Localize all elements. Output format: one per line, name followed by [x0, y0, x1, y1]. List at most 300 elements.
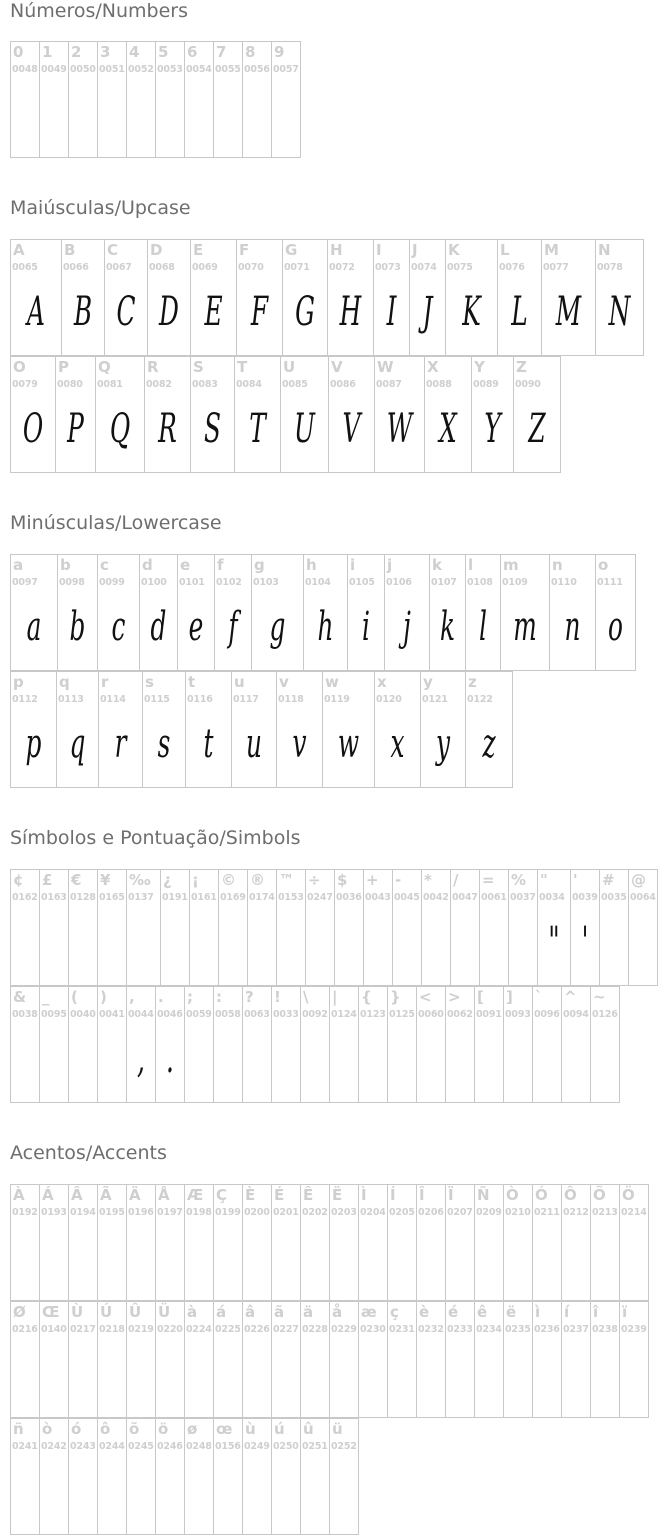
glyph-code-label: 0103 — [253, 577, 279, 588]
glyph-sample — [103, 84, 120, 144]
glyph-character-label: r — [101, 673, 109, 691]
glyph-cell — [40, 1302, 69, 1417]
glyph-sample — [277, 1029, 294, 1089]
glyph-sample — [190, 1227, 207, 1287]
glyph-sample — [103, 1227, 120, 1287]
glyph-character-label: d — [142, 556, 153, 574]
glyph-sample — [480, 1227, 497, 1287]
glyph-sample: h — [317, 604, 334, 650]
glyph-code-label: 0042 — [423, 892, 449, 903]
glyph-character-label: p — [13, 673, 24, 691]
glyph-character-label: > — [448, 988, 461, 1006]
glyph-code-label: 0205 — [389, 1207, 415, 1218]
glyph-character-label: } — [390, 988, 401, 1006]
glyph-code-label: 0248 — [186, 1441, 212, 1452]
glyph-row — [10, 41, 301, 158]
glyph-sample: e — [188, 604, 204, 650]
glyph-cell — [98, 870, 127, 985]
glyph-cell — [421, 672, 466, 787]
glyph-character-label: Î — [419, 1186, 425, 1204]
glyph-sample — [248, 1227, 265, 1287]
glyph-cell — [185, 42, 214, 157]
glyph-character-label: œ — [216, 1420, 233, 1438]
glyph-character-label: x — [377, 673, 387, 691]
glyph-cell — [328, 240, 374, 355]
glyph-code-label: 0207 — [447, 1207, 473, 1218]
glyph-cell — [533, 987, 562, 1102]
glyph-code-label: 0227 — [273, 1324, 299, 1335]
glyph-character-label: Ö — [622, 1186, 635, 1204]
glyph-cell — [472, 357, 514, 472]
glyph-character-label: G — [285, 241, 298, 259]
glyph-character-label: O — [13, 358, 26, 376]
glyph-code-label: 0110 — [551, 577, 577, 588]
glyph-character-label: Ì — [361, 1186, 367, 1204]
glyph-character-label: € — [71, 871, 82, 889]
glyph-sample: i — [362, 604, 370, 650]
glyph-character-label: É — [274, 1186, 285, 1204]
glyph-cell — [143, 672, 186, 787]
glyph-sample — [364, 1227, 381, 1287]
glyph-character-label: ; — [187, 988, 193, 1006]
glyph-cell — [69, 870, 98, 985]
glyph-character-label: â — [245, 1303, 256, 1321]
glyph-sample: r — [114, 721, 127, 767]
glyph-sample — [248, 1029, 265, 1089]
glyph-character-label: @ — [631, 871, 646, 889]
glyph-sample — [16, 912, 33, 972]
glyph-cell — [148, 240, 191, 355]
glyph-sample — [393, 1029, 410, 1089]
glyph-character-label: q — [59, 673, 70, 691]
glyph-sample — [427, 912, 444, 972]
glyph-cell — [191, 357, 235, 472]
glyph-character-label: ) — [100, 988, 107, 1006]
glyph-character-label: X — [427, 358, 439, 376]
glyph-sample: v — [292, 721, 307, 767]
glyph-cell — [620, 1185, 649, 1300]
glyph-cell — [359, 987, 388, 1102]
glyph-character-label: L — [500, 241, 510, 259]
glyph-sample — [393, 1227, 410, 1287]
glyph-character-label: £ — [42, 871, 53, 889]
glyph-row — [10, 554, 636, 671]
glyph-cell — [11, 1419, 40, 1534]
glyph-sample: c — [111, 604, 126, 650]
glyph-code-label: 0209 — [476, 1207, 502, 1218]
glyph-sample: S — [204, 406, 221, 452]
glyph-code-label: 0062 — [447, 1009, 473, 1020]
glyph-code-label: 0128 — [70, 892, 96, 903]
glyph-code-label: 0125 — [389, 1009, 415, 1020]
glyph-character-label: z — [468, 673, 477, 691]
glyph-code-label: 0060 — [418, 1009, 444, 1020]
glyph-sample — [219, 1227, 236, 1287]
glyph-code-label: 0105 — [349, 577, 375, 588]
glyph-cell — [330, 1185, 359, 1300]
glyph-cell — [393, 870, 422, 985]
glyph-code-label: 0074 — [411, 262, 437, 273]
glyph-sample — [190, 1461, 207, 1521]
glyph-sample — [277, 84, 294, 144]
glyph-cell — [185, 1185, 214, 1300]
glyph-row — [10, 1184, 649, 1301]
glyph-character-label: % — [511, 871, 527, 889]
glyph-cell — [430, 555, 466, 670]
glyph-code-label: 0049 — [41, 64, 67, 75]
glyph-cell — [11, 555, 58, 670]
glyph-character-label: C — [107, 241, 119, 259]
glyph-character-label: Q — [98, 358, 111, 376]
glyph-character-label: Ä — [129, 1186, 141, 1204]
glyph-character-label: ¢ — [13, 871, 24, 889]
glyph-character-label: R — [147, 358, 159, 376]
glyph-sample: u — [246, 721, 262, 767]
glyph-cell — [480, 870, 509, 985]
glyph-code-label: 0218 — [99, 1324, 125, 1335]
glyph-code-label: 0084 — [236, 379, 262, 390]
glyph-code-label: 0104 — [305, 577, 331, 588]
glyph-sample: G — [295, 289, 315, 335]
glyph-character-label: Å — [158, 1186, 170, 1204]
glyph-character-label: ê — [477, 1303, 488, 1321]
glyph-character-label: ! — [274, 988, 281, 1006]
glyph-code-label: 0114 — [100, 694, 126, 705]
glyph-sample: j — [403, 604, 411, 650]
glyph-cell — [466, 555, 501, 670]
glyph-code-label: 0196 — [128, 1207, 154, 1218]
glyph-code-label: 0055 — [215, 64, 241, 75]
glyph-code-label: 0214 — [621, 1207, 647, 1218]
glyph-character-label: + — [366, 871, 379, 889]
glyph-character-label: Œ — [42, 1303, 60, 1321]
glyph-sample — [596, 1344, 613, 1404]
glyph-cell — [475, 987, 504, 1102]
glyph-code-label: 0245 — [128, 1441, 154, 1452]
glyph-cell — [237, 240, 283, 355]
glyph-character-label: Ü — [158, 1303, 171, 1321]
glyph-code-label: 0052 — [128, 64, 154, 75]
glyph-cell — [105, 240, 148, 355]
glyph-cell — [425, 357, 472, 472]
glyph-code-label: 0116 — [187, 694, 213, 705]
glyph-character-label: ø — [187, 1420, 198, 1438]
glyph-character-label: à — [187, 1303, 198, 1321]
glyph-character-label: ¥ — [100, 871, 111, 889]
glyph-sample — [480, 1029, 497, 1089]
glyph-sample — [74, 1344, 91, 1404]
glyph-sample: V — [342, 406, 361, 452]
glyph-sample — [219, 84, 236, 144]
glyph-cell — [533, 1185, 562, 1300]
glyph-sample — [45, 1344, 62, 1404]
glyph-character-label: ‰ — [129, 871, 151, 889]
glyph-cell — [96, 357, 145, 472]
glyph-character-label: , — [129, 988, 135, 1006]
glyph-cell — [11, 357, 56, 472]
glyph-sample — [422, 1029, 439, 1089]
glyph-character-label: Ë — [332, 1186, 343, 1204]
glyph-code-label: 0053 — [157, 64, 183, 75]
glyph-cell — [69, 1419, 98, 1534]
glyph-sample — [248, 1461, 265, 1521]
glyph-sample — [132, 1461, 149, 1521]
glyph-character-label: Ú — [100, 1303, 113, 1321]
glyph-character-label: 9 — [274, 43, 285, 61]
glyph-code-label: 0239 — [621, 1324, 647, 1335]
glyph-sample: w — [337, 721, 360, 767]
glyph-cell — [542, 240, 596, 355]
glyph-character-label: T — [237, 358, 248, 376]
glyph-code-label: 0201 — [273, 1207, 299, 1218]
glyph-sample: J — [422, 289, 433, 335]
glyph-code-label: 0213 — [592, 1207, 618, 1218]
glyph-cell — [235, 357, 281, 472]
glyph-code-label: 0107 — [431, 577, 457, 588]
glyph-code-label: 0232 — [418, 1324, 444, 1335]
glyph-sample — [219, 1344, 236, 1404]
glyph-cell — [243, 42, 272, 157]
glyph-character-label: N — [598, 241, 611, 259]
glyph-character-label: a — [13, 556, 24, 574]
glyph-code-label: 0086 — [330, 379, 356, 390]
glyph-sample — [16, 84, 33, 144]
glyph-cell — [156, 987, 185, 1102]
glyph-code-label: 0041 — [99, 1009, 125, 1020]
glyph-sample: X — [439, 406, 457, 452]
glyph-character-label: 5 — [158, 43, 169, 61]
glyph-code-label: 0059 — [186, 1009, 212, 1020]
glyph-character-label: î — [593, 1303, 599, 1321]
glyph-code-label: 0063 — [244, 1009, 270, 1020]
glyph-code-label: 0202 — [302, 1207, 328, 1218]
glyph-cell — [388, 987, 417, 1102]
glyph-cell — [446, 1185, 475, 1300]
glyph-code-label: 0069 — [192, 262, 218, 273]
glyph-sample: . — [166, 1036, 174, 1082]
glyph-code-label: 0070 — [238, 262, 264, 273]
glyph-sample — [103, 912, 120, 972]
glyph-code-label: 0199 — [215, 1207, 241, 1218]
glyph-character-label: ö — [158, 1420, 169, 1438]
glyph-cell — [475, 1185, 504, 1300]
glyph-code-label: 0111 — [597, 577, 623, 588]
glyph-character-label: û — [303, 1420, 314, 1438]
glyph-cell — [156, 1419, 185, 1534]
glyph-code-label: 0233 — [447, 1324, 473, 1335]
glyph-cell — [69, 987, 98, 1102]
glyph-sample — [45, 1227, 62, 1287]
glyph-code-label: 0234 — [476, 1324, 502, 1335]
glyph-code-label: 0204 — [360, 1207, 386, 1218]
glyph-code-label: 0219 — [128, 1324, 154, 1335]
glyph-code-label: 0163 — [41, 892, 67, 903]
glyph-cell — [214, 1302, 243, 1417]
glyph-character-label: \ — [303, 988, 309, 1006]
glyph-sample: A — [27, 289, 45, 335]
glyph-sample — [16, 1029, 33, 1089]
glyph-character-label: Æ — [187, 1186, 204, 1204]
glyph-code-label: 0040 — [70, 1009, 96, 1020]
glyph-character-label: ò — [42, 1420, 53, 1438]
glyph-code-label: 0072 — [329, 262, 355, 273]
glyph-sample — [190, 1344, 207, 1404]
glyph-code-label: 0191 — [162, 892, 188, 903]
glyph-cell — [509, 870, 538, 985]
glyph-character-label: * — [424, 871, 432, 889]
glyph-character-label: [ — [477, 988, 484, 1006]
glyph-sample — [132, 1344, 149, 1404]
glyph-sample — [282, 912, 299, 972]
glyph-character-label: U — [283, 358, 296, 376]
glyph-cell — [417, 987, 446, 1102]
glyph-code-label: 0056 — [244, 64, 270, 75]
glyph-cell — [214, 987, 243, 1102]
glyph-cell — [243, 987, 272, 1102]
glyph-cell — [272, 42, 301, 157]
glyph-code-label: 0123 — [360, 1009, 386, 1020]
glyph-cell — [69, 42, 98, 157]
glyph-character-label: D — [150, 241, 163, 259]
glyph-sample — [45, 912, 62, 972]
glyph-character-label: { — [361, 988, 372, 1006]
glyph-cell — [243, 1419, 272, 1534]
glyph-code-label: 0226 — [244, 1324, 270, 1335]
glyph-code-label: 0090 — [515, 379, 541, 390]
glyph-sample — [132, 1227, 149, 1287]
glyph-code-label: 0238 — [592, 1324, 618, 1335]
glyph-character-label: Ó — [535, 1186, 548, 1204]
glyph-character-label: ã — [274, 1303, 285, 1321]
glyph-cell — [335, 870, 364, 985]
glyph-code-label: 0035 — [601, 892, 627, 903]
glyph-code-label: 0244 — [99, 1441, 125, 1452]
glyph-cell — [364, 870, 393, 985]
glyph-cell — [562, 987, 591, 1102]
glyph-cell — [330, 1302, 359, 1417]
glyph-code-label: 0224 — [186, 1324, 212, 1335]
glyph-character-label: 0 — [13, 43, 24, 61]
glyph-code-label: 0075 — [447, 262, 473, 273]
glyph-sample — [335, 1461, 352, 1521]
glyph-sample: m — [513, 604, 537, 650]
glyph-character-label: V — [331, 358, 343, 376]
glyph-sample — [103, 1344, 120, 1404]
glyph-code-label: 0212 — [563, 1207, 589, 1218]
glyph-code-label: 0051 — [99, 64, 125, 75]
glyph-sample: Q — [109, 406, 131, 452]
glyph-character-label: j — [387, 556, 393, 574]
glyph-code-label: 0220 — [157, 1324, 183, 1335]
glyph-cell — [156, 1185, 185, 1300]
glyph-cell — [62, 240, 105, 355]
glyph-code-label: 0192 — [12, 1207, 38, 1218]
glyph-sample — [161, 84, 178, 144]
glyph-character-label: õ — [129, 1420, 140, 1438]
glyph-cell — [11, 42, 40, 157]
glyph-cell — [620, 1302, 649, 1417]
glyph-cell — [190, 870, 219, 985]
glyph-character-label: w — [325, 673, 339, 691]
glyph-sample — [393, 1344, 410, 1404]
glyph-character-label: K — [448, 241, 460, 259]
glyph-sample — [422, 1344, 439, 1404]
glyph-cell — [11, 672, 57, 787]
glyph-sample — [625, 1227, 642, 1287]
glyph-sample — [190, 1029, 207, 1089]
glyph-sample — [335, 1029, 352, 1089]
glyph-character-label: ™ — [279, 871, 294, 889]
glyph-code-label: 0037 — [510, 892, 536, 903]
glyph-sample — [248, 84, 265, 144]
glyph-code-label: 0140 — [41, 1324, 67, 1335]
glyph-cell — [219, 870, 248, 985]
glyph-sample — [311, 912, 328, 972]
glyph-code-label: 0228 — [302, 1324, 328, 1335]
glyph-code-label: 0102 — [216, 577, 242, 588]
glyph-cell — [69, 1185, 98, 1300]
glyph-character-label: ë — [506, 1303, 517, 1321]
glyph-code-label: 0197 — [157, 1207, 183, 1218]
glyph-sample — [567, 1344, 584, 1404]
glyph-cell — [562, 1185, 591, 1300]
glyph-code-label: 0252 — [331, 1441, 357, 1452]
section-title-lowercase: Minúsculas/Lowercase — [10, 512, 222, 534]
glyph-cell — [248, 870, 277, 985]
glyph-code-label: 0078 — [597, 262, 623, 273]
glyph-sample — [277, 1344, 294, 1404]
glyph-sample — [509, 1029, 526, 1089]
glyph-sample: a — [26, 604, 42, 650]
glyph-code-label: 0174 — [249, 892, 275, 903]
glyph-code-label: 0195 — [99, 1207, 125, 1218]
glyph-character-label: è — [419, 1303, 430, 1321]
glyph-code-label: 0108 — [467, 577, 493, 588]
glyph-code-label: 0200 — [244, 1207, 270, 1218]
glyph-cell — [301, 1185, 330, 1300]
glyph-sample — [74, 1461, 91, 1521]
glyph-code-label: 0076 — [499, 262, 525, 273]
glyph-sample — [161, 1227, 178, 1287]
glyph-character-label: - — [395, 871, 402, 889]
glyph-character-label: M — [544, 241, 559, 259]
glyph-character-label: Ô — [564, 1186, 577, 1204]
glyph-cell — [501, 555, 550, 670]
glyph-character-label: á — [216, 1303, 227, 1321]
glyph-code-label: 0034 — [539, 892, 565, 903]
glyph-cell — [330, 987, 359, 1102]
glyph-cell — [446, 987, 475, 1102]
glyph-code-label: 0080 — [57, 379, 83, 390]
glyph-code-label: 0089 — [473, 379, 499, 390]
glyph-character-label: 8 — [245, 43, 256, 61]
glyph-code-label: 0098 — [59, 577, 85, 588]
glyph-code-label: 0050 — [70, 64, 96, 75]
glyph-cell — [215, 555, 252, 670]
glyph-cell — [550, 555, 596, 670]
glyph-character-label: # — [602, 871, 615, 889]
glyph-sample: y — [435, 721, 451, 767]
glyph-cell — [127, 42, 156, 157]
glyph-cell — [11, 1302, 40, 1417]
glyph-character-label: 2 — [71, 43, 82, 61]
glyph-code-label: 0118 — [278, 694, 304, 705]
glyph-code-label: 0153 — [278, 892, 304, 903]
glyph-sample — [45, 1029, 62, 1089]
glyph-cell — [243, 1302, 272, 1417]
glyph-sample — [398, 912, 415, 972]
glyph-cell — [304, 555, 348, 670]
